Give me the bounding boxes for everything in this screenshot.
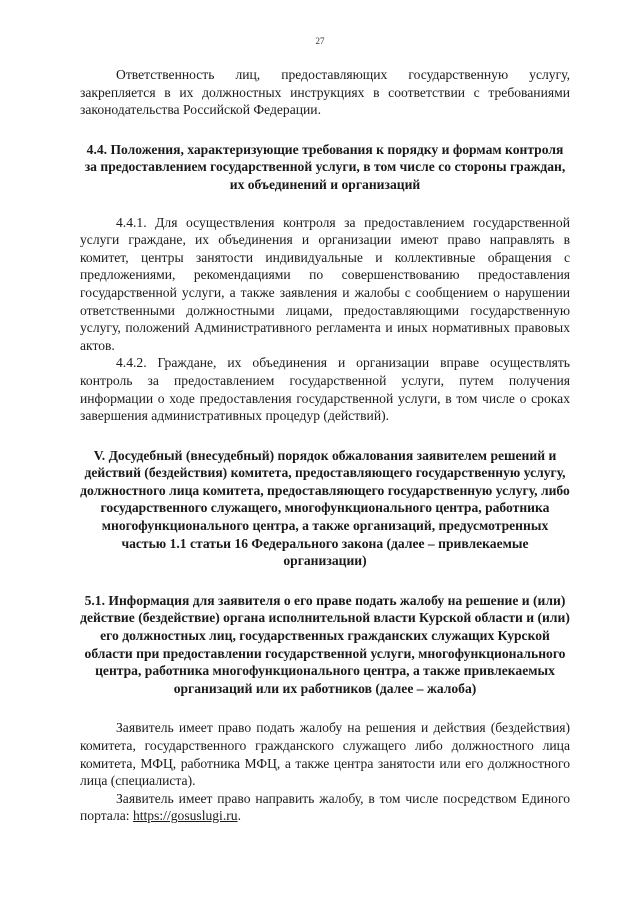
section-4-4-heading: 4.4. Положения, характеризующие требования к порядку и формам контроля за предоставлением государственной услуги, в том числе со стороны граждан, их объединений и организаций	[84, 141, 566, 192]
paragraph-5-1-a: Заявитель имеет право подать жалобу на решения и действия (бездействия) комитета, государственного гражданского служащего либо должностного лица комитета, МФЦ, работника МФЦ, а также центра занятости или его должностного лица (специалиста).	[80, 720, 570, 789]
paragraph-4-4-2: 4.4.2. Граждане, их объединения и организации вправе осуществлять контроль за предоставлением государственной услуги, путем получения информации о ходе предоставления государственной услуги, в том числе о сроках завершения административных процедур (действий).	[80, 355, 570, 424]
chapter-v-heading: V. Досудебный (внесудебный) порядок обжалования заявителем решений и действий (бездействия) комитета, предоставляющего государственную услугу, должностного лица комитета, предоставляющего государственную услугу, либо государственного служащего, многофункционального центра, работника многофункционального центра, а также организаций, предусмотренных частью 1.1 статьи 16 Федерального закона (далее – привлекаемые организации)	[80, 447, 570, 569]
intro-paragraph: Ответственность лиц, предоставляющих государственную услугу, закрепляется в их должностных инструкциях в соответствии с требованиями законодательства Российской Федерации.	[80, 67, 570, 118]
paragraph-4-4-1: 4.4.1. Для осуществления контроля за предоставлением государственной услуги граждане, их объединения и организации имеют право направлять в комитет, центры занятости индивидуальные и коллективные обращения с предложениями, рекомендациями по совершенствованию предоставления государственной услуги, а также заявления и жалобы с сообщением о нарушении ответственными должностными лицами, предоставляющими государственную услугу, положений Административного регламента и иных нормативных правовых актов.	[80, 214, 570, 353]
paragraph-5-1-b	[80, 790, 570, 825]
page-number: 27	[315, 36, 325, 46]
portal-link[interactable]: https://gosuslugi.ru	[132, 808, 238, 824]
section-5-1-heading: 5.1. Информация для заявителя о его праве подать жалобу на решение и (или) действие (бездействие) органа исполнительной власти Курской области и (или) его должностных лиц, государственных гражданских служащих Курской области при предоставлении государственной услуги, многофункционального центра, работника многофункционального центра, а также привлекаемых организаций или их работников (далее – жалоба)	[80, 592, 570, 696]
page-content	[80, 66, 570, 825]
paragraph-5-1-b-end: .	[237, 808, 241, 824]
paragraph-5-1-b-text: Заявитель имеет право направить жалобу, в том числе посредством Единого портала:	[80, 790, 570, 824]
